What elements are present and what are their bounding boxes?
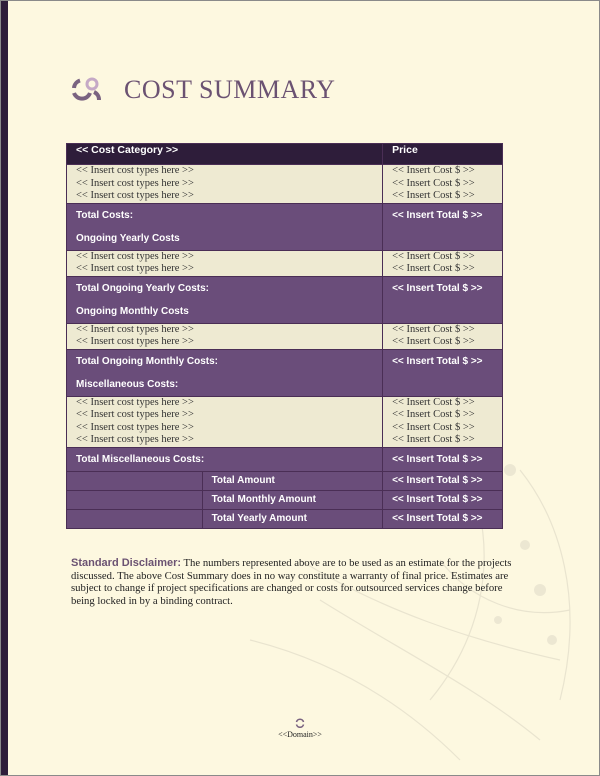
page-footer: [0, 718, 600, 739]
cost-type-item: << Insert cost types here >>: [76, 421, 194, 433]
cost-summary-table: [66, 143, 503, 529]
section-total-row: [67, 203, 503, 250]
summary-label: Total Yearly Amount: [202, 509, 383, 528]
header-price: Price: [383, 144, 503, 165]
section-total-cell: [67, 276, 383, 323]
cost-price-item: << Insert Cost $ >>: [392, 434, 475, 445]
section-total-row: [67, 349, 503, 396]
section-total-value: << Insert Total $ >>: [383, 203, 503, 250]
summary-label: Total Amount: [202, 471, 383, 490]
cost-types-cell: [67, 165, 383, 204]
summary-blank-cell: [67, 509, 203, 528]
cost-prices-cell: [383, 165, 503, 204]
section-total-row: [67, 276, 503, 323]
section-total-value: << Insert Total $ >>: [383, 349, 503, 396]
cost-type-item: << Insert cost types here >>: [76, 323, 194, 335]
cost-price-item: << Insert Cost $ >>: [392, 409, 475, 420]
standard-disclaimer: [71, 557, 521, 607]
summary-value: << Insert Total $ >>: [383, 509, 503, 528]
section-total-label: Total Miscellaneous Costs:: [76, 453, 205, 465]
summary-row: [67, 471, 503, 490]
table-row: [67, 165, 503, 204]
cost-prices-cell: [383, 396, 503, 447]
footer-domain: <<Domain>>: [278, 730, 322, 739]
section-heading: Miscellaneous Costs:: [76, 378, 179, 390]
table-header-row: [67, 144, 503, 165]
cost-type-item: << Insert cost types here >>: [76, 409, 194, 420]
cost-type-item: << Insert cost types here >>: [76, 263, 194, 274]
summary-value: << Insert Total $ >>: [383, 490, 503, 509]
cost-type-item: << Insert cost types here >>: [76, 190, 194, 201]
section-total-value: << Insert Total $ >>: [383, 276, 503, 323]
cost-prices-cell: [383, 323, 503, 349]
summary-label: Total Monthly Amount: [202, 490, 383, 509]
section-total-label: Total Costs:: [76, 209, 134, 221]
cost-price-item: << Insert Cost $ >>: [392, 263, 475, 274]
section-total-cell: [67, 349, 383, 396]
logo-rings-icon: [70, 74, 102, 106]
cost-price-item: << Insert Cost $ >>: [392, 336, 475, 347]
page-title: COST SUMMARY: [124, 75, 336, 104]
cost-price-item: << Insert Cost $ >>: [392, 177, 475, 189]
table-row: [67, 396, 503, 447]
cost-price-item: << Insert Cost $ >>: [392, 250, 475, 262]
cost-price-item: << Insert Cost $ >>: [392, 323, 475, 335]
cost-type-item: << Insert cost types here >>: [76, 434, 194, 445]
summary-row: [67, 490, 503, 509]
summary-blank-cell: [67, 490, 203, 509]
table-row: [67, 323, 503, 349]
cost-type-item: << Insert cost types here >>: [76, 250, 194, 262]
section-heading: Ongoing Yearly Costs: [76, 232, 180, 244]
cost-prices-cell: [383, 250, 503, 276]
cost-types-cell: [67, 323, 383, 349]
section-heading: Ongoing Monthly Costs: [76, 305, 189, 317]
section-total-value: << Insert Total $ >>: [383, 447, 503, 471]
disclaimer-heading: Standard Disclaimer:: [71, 557, 182, 569]
section-total-cell: [67, 447, 383, 471]
header-cost-category: << Cost Category >>: [67, 144, 383, 165]
table-row: [67, 250, 503, 276]
page-header: [70, 74, 335, 106]
cost-type-item: << Insert cost types here >>: [76, 336, 194, 347]
cost-types-cell: [67, 250, 383, 276]
section-total-label: Total Ongoing Yearly Costs:: [76, 282, 209, 294]
disclaimer-text: The numbers represented above are to be used as an estimate for the projects discussed. The above Cost Summary does in no way constitute a warranty of final price. Estimates are subject to change if project specifications are changed or costs for outsourced services change before being locked in by a binding contract.: [71, 557, 512, 607]
cost-price-item: << Insert Cost $ >>: [392, 396, 475, 408]
section-total-row: [67, 447, 503, 471]
section-total-cell: [67, 203, 383, 250]
cost-price-item: << Insert Cost $ >>: [392, 190, 475, 201]
cost-price-item: << Insert Cost $ >>: [392, 165, 475, 176]
cost-type-item: << Insert cost types here >>: [76, 165, 194, 176]
summary-row: [67, 509, 503, 528]
summary-value: << Insert Total $ >>: [383, 471, 503, 490]
cost-type-item: << Insert cost types here >>: [76, 177, 194, 189]
cost-types-cell: [67, 396, 383, 447]
footer-ring-icon: [295, 718, 305, 728]
summary-blank-cell: [67, 471, 203, 490]
cost-price-item: << Insert Cost $ >>: [392, 421, 475, 433]
section-total-label: Total Ongoing Monthly Costs:: [76, 355, 219, 367]
cost-type-item: << Insert cost types here >>: [76, 396, 194, 408]
